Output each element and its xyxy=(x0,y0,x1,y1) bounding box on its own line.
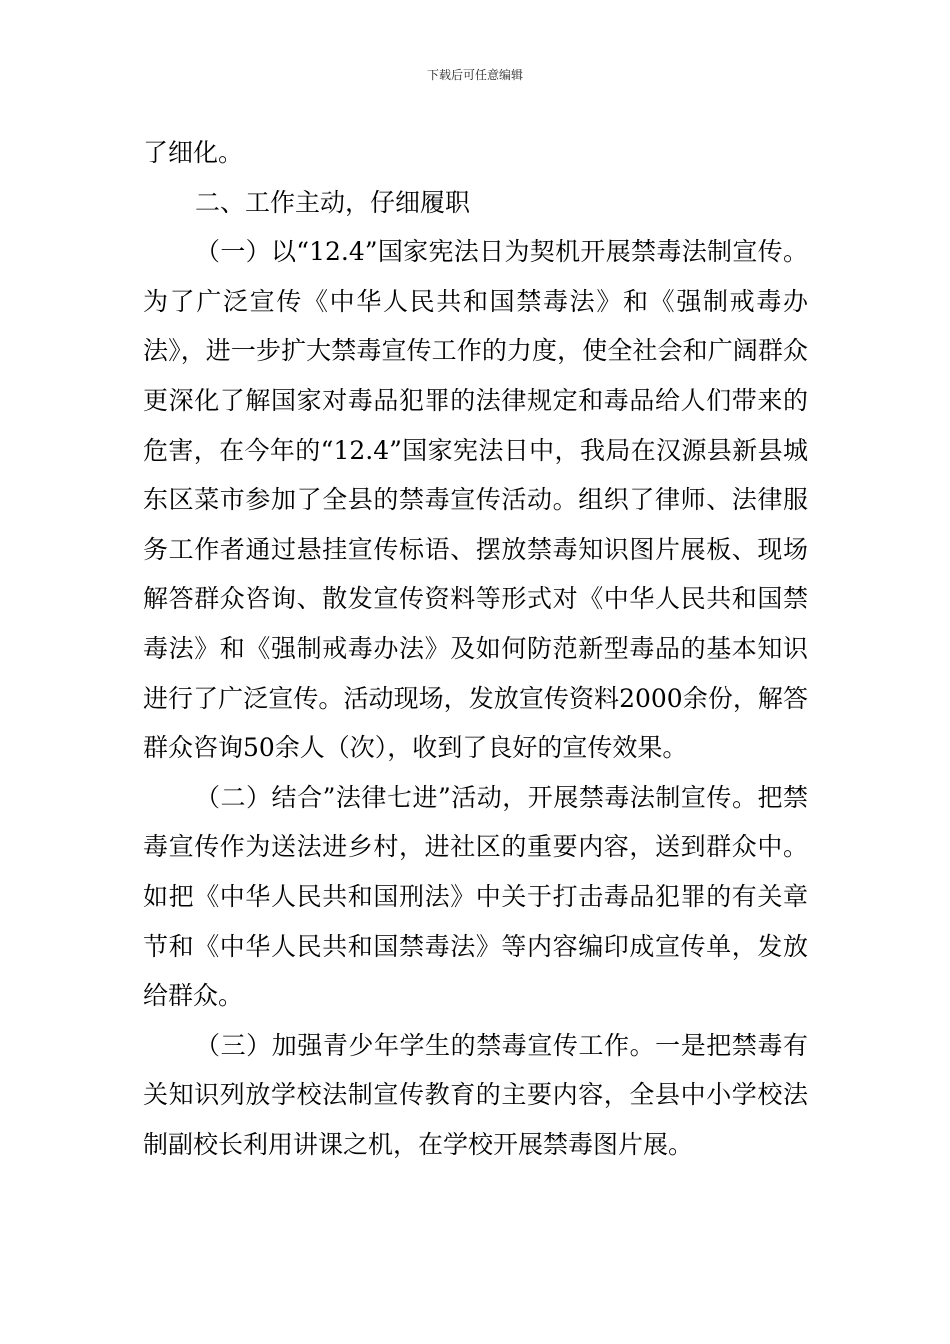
paragraph-item-2: （二）结合”法律七进”活动，开展禁毒法制宣传。把禁毒宣传作为送法进乡村，进社区的重要内容，送到群众中。如把《中华人民共和国刑法》中关于打击毒品犯罪的有关章节和《中华人民共和国禁毒法》等内容编印成宣传单，发放给群众。 xyxy=(143,782,808,1011)
paragraph-continuation: 了细化。 xyxy=(143,138,244,167)
page-header-note: 下载后可任意编辑 xyxy=(426,68,523,82)
paragraph-item-1: （一）以“12.4”国家宪法日为契机开展禁毒法制宣传。为了广泛宣传《中华人民共和国禁毒法》和《强制戒毒办法》，进一步扩大禁毒宣传工作的力度，使全社会和广阔群众更深化了解国家对毒品犯罪的法律规定和毒品给人们带来的危害，在今年的“12.4”国家宪法日中，我局在汉源县新县城东区菜市参加了全县的禁毒宣传活动。组织了律师、法律服务工作者通过悬挂宣传标语、摆放禁毒知识图片展板、现场解答群众咨询、散发宣传资料等形式对《中华人民共和国禁毒法》和《强制戒毒办法》及如何防范新型毒品的基本知识进行了广泛宣传。活动现场，发放宣传资料2000余份，解答群众咨询50余人（次），收到了良好的宣传效果。 xyxy=(143,237,808,763)
section-heading: 二、工作主动，仔细履职 xyxy=(195,187,471,217)
paragraph-item-3: （三）加强青少年学生的禁毒宣传工作。一是把禁毒有关知识列放学校法制宣传教育的主要内容，全县中小学校法制副校长利用讲课之机，在学校开展禁毒图片展。 xyxy=(143,1030,808,1159)
document-body xyxy=(143,128,808,1169)
